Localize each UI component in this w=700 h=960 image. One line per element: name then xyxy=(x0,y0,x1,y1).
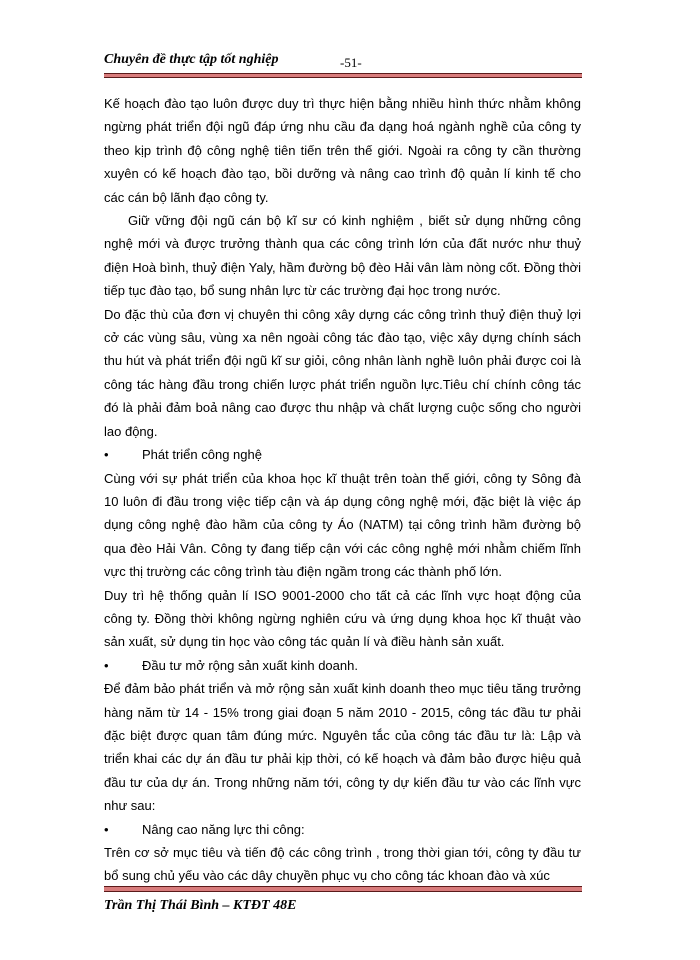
paragraph-engineering-staff: Giữ vững đội ngũ cán bộ kĩ sư có kinh nghiệm , biết sử dụng những công nghệ mới và được trưởng thành qua các công trình lớn của đất nước như thuỷ điện Hoà bình, thuỷ điện Yaly, hầm đường bộ đèo Hải vân làm nòng cốt. Đồng thời tiếp tục đào tạo, bổ sung nhân lực từ các trường đại học trong nước. xyxy=(104,213,581,299)
bullet-icon: • xyxy=(104,447,109,463)
bullet-label: Nâng cao năng lực thi công: xyxy=(142,821,305,837)
bullet-label: Đầu tư mở rộng sản xuất kinh doanh. xyxy=(142,657,358,673)
paragraph-training-plan: Kế hoạch đào tạo luôn được duy trì thực hiện bằng nhiều hình thức nhằm không ngừng phát triển đội ngũ đáp ứng nhu cầu đa dạng hoá ngành nghề của công ty theo kịp trình độ công nghệ tiên tiến trên thế giới. Ngoài ra công ty cần thường xuyên có kế hoạch đào tạo, bồi dưỡng và nâng cao trình độ quản lí kinh tế cho các cán bộ lãnh đạo công ty. xyxy=(104,96,581,205)
paragraph-investment: Để đảm bảo phát triển và mở rộng sản xuất kinh doanh theo mục tiêu tăng trưởng hàng năm từ 14 - 15% trong giai đoạn 5 năm 2010 - 2015, công tác đầu tư phải đặc biệt được quan tâm đúng mức. Nguyên tắc của công tác đầu tư là: Lập và triển khai các dự án đầu tư phải kịp thời, có kế hoạch và đảm bảo được hiệu quả đầu tư của dự án. Trong những năm tới, công ty dự kiến đầu tư vào các lĩnh vực như sau: xyxy=(104,681,581,814)
header-divider xyxy=(104,73,582,78)
paragraph-technology: Cùng với sự phát triển của khoa học kĩ thuật trên toàn thế giới, công ty Sông đà 10 luôn đi đầu trong việc tiếp cận và áp dụng công nghệ mới, đặc biệt là việc áp dụng công nghệ đào hầm của công ty Áo (NATM) tại công trình hầm đường bộ qua đèo Hải Vân. Công ty đang tiếp cận với các công nghệ mới nhằm chiếm lĩnh vực thị trường các công trình tàu điện ngầm trong các thành phố lớn. xyxy=(104,470,581,580)
footer-divider xyxy=(104,886,582,892)
paragraph-iso-quality: Duy trì hệ thống quản lí ISO 9001-2000 cho tất cả các lĩnh vực hoạt động của công ty. Đồng thời không ngừng nghiên cứu và ứng dụng khoa học kĩ thuật vào sản xuất, sử dụng tin học vào công tác quản lí và điều hành sản xuất. xyxy=(104,587,581,650)
paragraph-equipment: Trên cơ sở mục tiêu và tiến độ các công trình , trong thời gian tới, công ty đầu tư bổ sung chủ yếu vào các dây chuyền phục vụ cho công tác khoan đào và xúc xyxy=(104,845,581,884)
bullet-construction-capacity xyxy=(104,818,581,841)
bullet-icon: • xyxy=(104,821,109,837)
bullet-technology-development xyxy=(104,443,581,466)
paragraph-workforce-policy: Do đặc thù của đơn vị chuyên thi công xây dựng các công trình thuỷ điện thuỷ lợi cở các vùng sâu, vùng xa nên ngoài công tác đào tạo, việc xây dựng chính sách thu hút và phát triển đội ngũ kĩ sư giỏi, công nhân lành nghề luôn phải được coi là công tác hàng đầu trong chiến lược phát triển nguồn lực.Tiêu chí chính công tác đó là phải đảm boả nâng cao được thu nhập và chất lượng cuộc sống cho người lao động. xyxy=(104,306,581,439)
bullet-icon: • xyxy=(104,657,109,673)
bullet-investment-expansion xyxy=(104,654,581,677)
page-number: -51- xyxy=(340,55,362,70)
header-title: Chuyên đề thực tập tốt nghiệp xyxy=(104,52,279,67)
page-header xyxy=(104,52,582,74)
bullet-label: Phát triển công nghệ xyxy=(142,447,262,463)
footer-author: Trần Thị Thái Bình – KTĐT 48E xyxy=(104,898,297,913)
body-text xyxy=(104,92,581,888)
